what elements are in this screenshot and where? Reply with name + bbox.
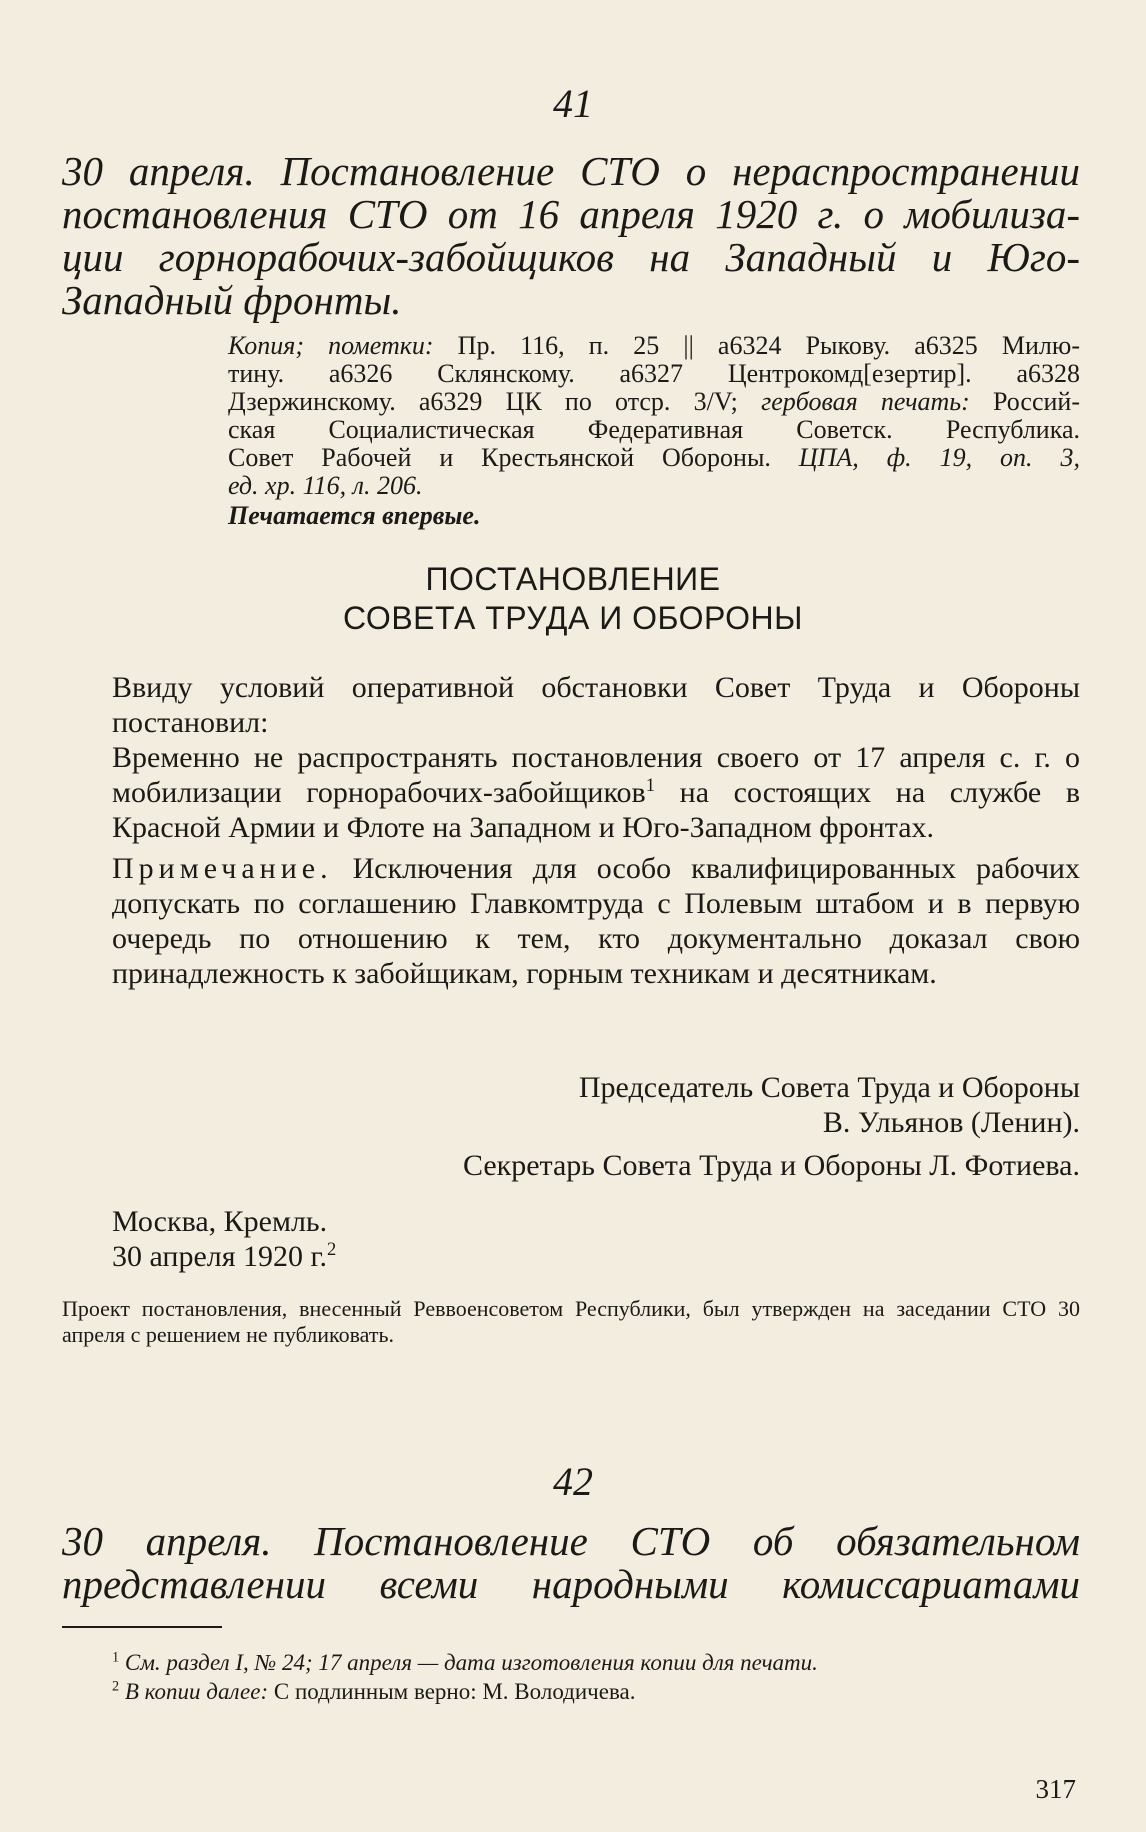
source-text: Россий- (969, 387, 1081, 416)
place-and-date (112, 1204, 336, 1274)
heading-line: ции горнорабочих-забойщиков на Западный и Юго- (62, 234, 1080, 280)
heading-line: представлении всеми народными комиссариатами (62, 1561, 1080, 1607)
heading-line: Западный фронты. (62, 277, 402, 323)
source-text: Совет Рабочей и Крестьянской Обороны. (228, 443, 799, 472)
archival-source-note (228, 332, 1080, 530)
place: Москва, Кремль. (112, 1205, 328, 1238)
paragraph-text: на состоящих на службе в Красной Армии и Флоте на Западном и Юго-Западном фронтах. (112, 776, 1080, 844)
footnote-ref[interactable]: 1 (645, 775, 655, 796)
paragraph: Ввиду условий оперативной обстановки Совет Труда и Обороны постановил: (112, 671, 1080, 739)
editorial-note: Проект постановления, внесенный Реввоенсоветом Республики, был утвержден на заседании СТО 30 апреля с решением не публиковать. (62, 1296, 1080, 1347)
source-line: тину. а6326 Склянскому. а6327 Центрокомд[езертир]. а6328 (228, 359, 1080, 388)
document-number: 42 (553, 1459, 593, 1504)
note-label: Примечание. (112, 852, 333, 885)
signature-title: Председатель Совета Труда и Обороны (578, 1071, 1080, 1104)
source-line (228, 444, 1080, 472)
footnote-divider (62, 1626, 222, 1628)
source-text: Дзержинскому. а6329 ЦК по отср. 3/V; (228, 387, 762, 416)
date-text: 30 апреля 1920 г. (112, 1240, 327, 1273)
footnote-text: См. раздел I, № 24; 17 апреля — дата изготовления копии для печати. (124, 1650, 818, 1675)
heading-line: 30 апреля. Постановление СТО об обязательном (62, 1518, 1080, 1564)
document-heading (62, 1520, 1080, 1606)
source-line (228, 332, 1080, 360)
document-title (0, 560, 1146, 638)
heading-line: 30 апреля. Постановление СТО о нераспространении (62, 148, 1080, 194)
footnote-number: 1 (112, 1649, 120, 1666)
source-line: ская Социалистическая Федеративная Советск. Республика. (228, 415, 1080, 444)
title-line: ПОСТАНОВЛЕНИЕ (425, 561, 721, 597)
paragraph-text: Временно не распространять постановления своего от 17 апреля с. г. о мобилизации горнорабочих-забойщиков (112, 741, 1080, 809)
chair-signature (579, 1070, 1080, 1140)
paragraph (112, 740, 1080, 845)
document-body (112, 670, 1080, 991)
source-text: Пр. 116, п. 25 || а6324 Рыкову. а6325 Милю- (433, 331, 1080, 360)
heading-line: постановления СТО от 16 апреля 1920 г. о мобилиза- (62, 191, 1080, 237)
secretary-signature: Секретарь Совета Труда и Обороны Л. Фотиева. (462, 1149, 1080, 1182)
document-heading (62, 150, 1080, 322)
footnote (112, 1677, 1080, 1706)
page-number: 317 (1035, 1774, 1076, 1804)
first-publication-note: Печатается впервые. (228, 501, 481, 530)
signature-name: В. Ульянов (Ленин). (822, 1106, 1080, 1139)
archive-reference: ЦПА, ф. 19, оп. 3, (798, 443, 1080, 472)
paragraph-text: Исключения для особо квалифицированных рабочих допускать по соглашению Главкомтруда с Полевым штабом и в первую очередь по отношению к тем, кто документально доказал свою принадлежность к забойщикам, горным техникам и десятникам. (112, 852, 1080, 990)
paragraph (112, 851, 1080, 991)
source-label: Копия; пометки: (228, 331, 434, 360)
footnote (112, 1648, 1080, 1677)
source-label: гербовая печать: (761, 387, 970, 416)
footnote-ref[interactable]: 2 (326, 1239, 337, 1260)
source-line (228, 388, 1080, 416)
archive-reference: ед. хр. 116, л. 206. (228, 471, 423, 500)
date (112, 1239, 336, 1274)
footnote-label: В копии далее: (124, 1679, 269, 1704)
footnote-number: 2 (112, 1678, 120, 1695)
title-line: СОВЕТА ТРУДА И ОБОРОНЫ (343, 600, 803, 636)
document-number: 41 (553, 81, 593, 126)
footnote-text: С подлинным верно: М. Володичева. (268, 1679, 636, 1704)
footnotes (112, 1648, 1080, 1706)
